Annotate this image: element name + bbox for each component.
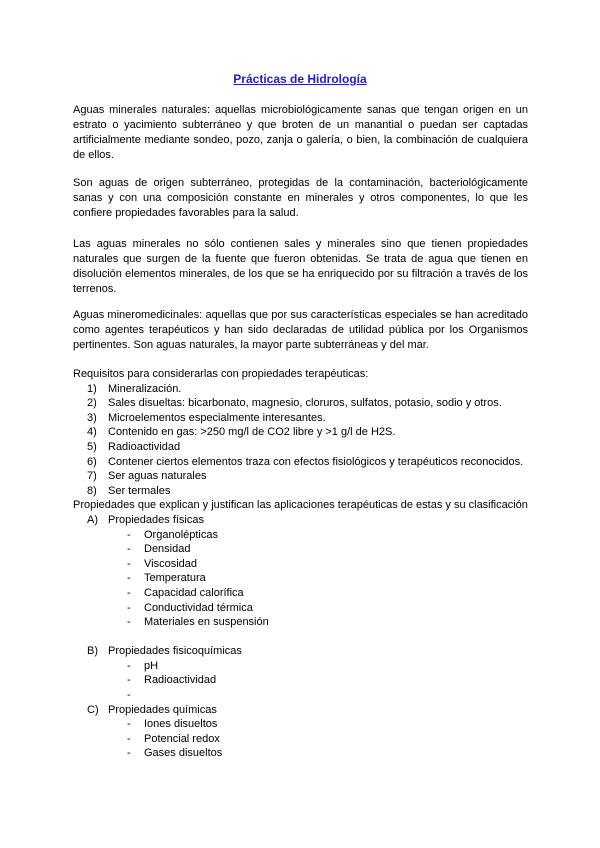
list-number: 6) [87,455,97,468]
list-item [73,469,533,484]
list-number: 2) [87,397,97,410]
properties-heading: Propiedades que explican y justifican las aplicaciones terapéuticas de estas y su clasificación [73,499,528,512]
list-item [73,484,533,499]
list-item [73,440,533,455]
section-heading-quimicas [73,703,533,718]
list-item-text: Mineralización. [108,382,182,395]
page-title[interactable]: Prácticas de Hidrología [233,72,367,86]
dash-bullet: - [127,557,131,570]
list-item [73,673,533,688]
list-item [73,615,533,630]
list-item [73,732,533,747]
list-item-text: Radioactividad [144,674,217,687]
dash-bullet: - [127,586,131,599]
list-item-text: Contenido en gas: >250 mg/l de CO2 libre y >1 g/l de H2S. [108,426,396,439]
list-item [73,455,533,470]
dash-bullet: - [127,659,131,672]
dash-bullet: - [127,528,131,541]
list-item [73,688,533,703]
dash-bullet: - [127,601,131,614]
dash-bullet: - [127,616,131,629]
section-heading-fisicoquimicas [73,644,533,659]
section-title: Propiedades químicas [108,703,217,716]
list-item-text: pH [144,659,159,672]
physical-properties-list [73,528,533,630]
list-item-text: Temperatura [144,572,206,585]
section-letter: C) [87,703,99,716]
section-title: Propiedades fisicoquímicas [108,645,242,658]
section-heading-fisicas [73,513,533,528]
list-number: 7) [87,470,97,483]
requirements-section [73,367,533,761]
list-item [73,717,533,732]
dash-bullet: - [127,674,131,687]
requirements-heading: Requisitos para considerarlas con propiedades terapéuticas: [73,368,369,380]
list-item-text: Radioactividad [108,440,181,453]
list-item-text: Gases disueltos [144,747,223,760]
dash-bullet: - [127,732,131,745]
list-item-text: Ser termales [108,484,171,497]
dash-bullet: - [127,747,131,760]
list-item [73,396,533,411]
dash-bullet: - [127,718,131,731]
list-number: 1) [87,382,97,395]
list-item-text: Organolépticas [144,528,218,541]
list-item-text: Viscosidad [144,557,197,570]
paragraph-mineromedicinales: Aguas mineromedicinales: aquellas que por sus características especiales se han acreditado como agentes terapéuticos y han sido declaradas de utilidad pública por los Organismos pertinentes. Son aguas naturales, la mayor parte subterráneas y del mar. [73,309,528,351]
list-item [73,411,533,426]
list-item [73,557,533,572]
physicochemical-properties-list [73,659,533,703]
list-item [73,601,533,616]
paragraph-origen-subterraneo: Son aguas de origen subterráneo, protegidas de la contaminación, bacteriológicamente sanas y con una composición constante en minerales y otros componentes, lo que les confiere propiedades favorables para la salud. [73,177,528,219]
list-item-text: Contener ciertos elementos traza con efectos fisiológicos y terapéuticos reconocidos. [108,455,524,468]
paragraph-aguas-minerales: Aguas minerales naturales: aquellas microbiológicamente sanas que tengan origen en un estrato o yacimiento subterráneo y que broten de un manantial o puedan ser captadas artificialmente mediante sondeo, pozo, zanja o galería, o bien, la combinación de cualquiera de ellos. [73,104,528,161]
list-number: 3) [87,411,97,424]
list-item [73,571,533,586]
list-number: 5) [87,440,97,453]
section-title: Propiedades físicas [108,513,204,526]
list-item-text: Potencial redox [144,732,220,745]
list-number: 4) [87,426,97,439]
dash-bullet: - [127,689,131,702]
section-letter: B) [87,645,98,658]
list-item-text: Materiales en suspensión [144,616,269,629]
list-item-text: Iones disueltos [144,718,218,731]
dash-bullet: - [127,543,131,556]
list-item [73,659,533,674]
list-item [73,586,533,601]
chemical-properties-list [73,717,533,761]
list-item [73,425,533,440]
list-item-text: Capacidad calorífica [144,586,244,599]
list-item-text: Ser aguas naturales [108,470,207,483]
list-item [73,382,533,397]
list-item [73,528,533,543]
list-item-text: Densidad [144,543,191,556]
list-number: 8) [87,484,97,497]
list-item-text: Microelementos especialmente interesantes. [108,411,326,424]
requirements-list [73,382,533,499]
list-item-text: Conductividad térmica [144,601,253,614]
list-item-text: Sales disueltas: bicarbonato, magnesio, cloruros, sulfatos, potasio, sodio y otros. [108,397,502,410]
paragraph-propiedades-naturales: Las aguas minerales no sólo contienen sales y minerales sino que tienen propiedades naturales que surgen de la fuente que fueron obtenidas. Se trata de agua que tienen en disolución elementos minerales, de los que se ha enriquecido por su filtración a través de los terrenos. [73,238,528,295]
list-item [73,746,533,761]
list-item [73,542,533,557]
section-letter: A) [87,513,98,526]
dash-bullet: - [127,572,131,585]
